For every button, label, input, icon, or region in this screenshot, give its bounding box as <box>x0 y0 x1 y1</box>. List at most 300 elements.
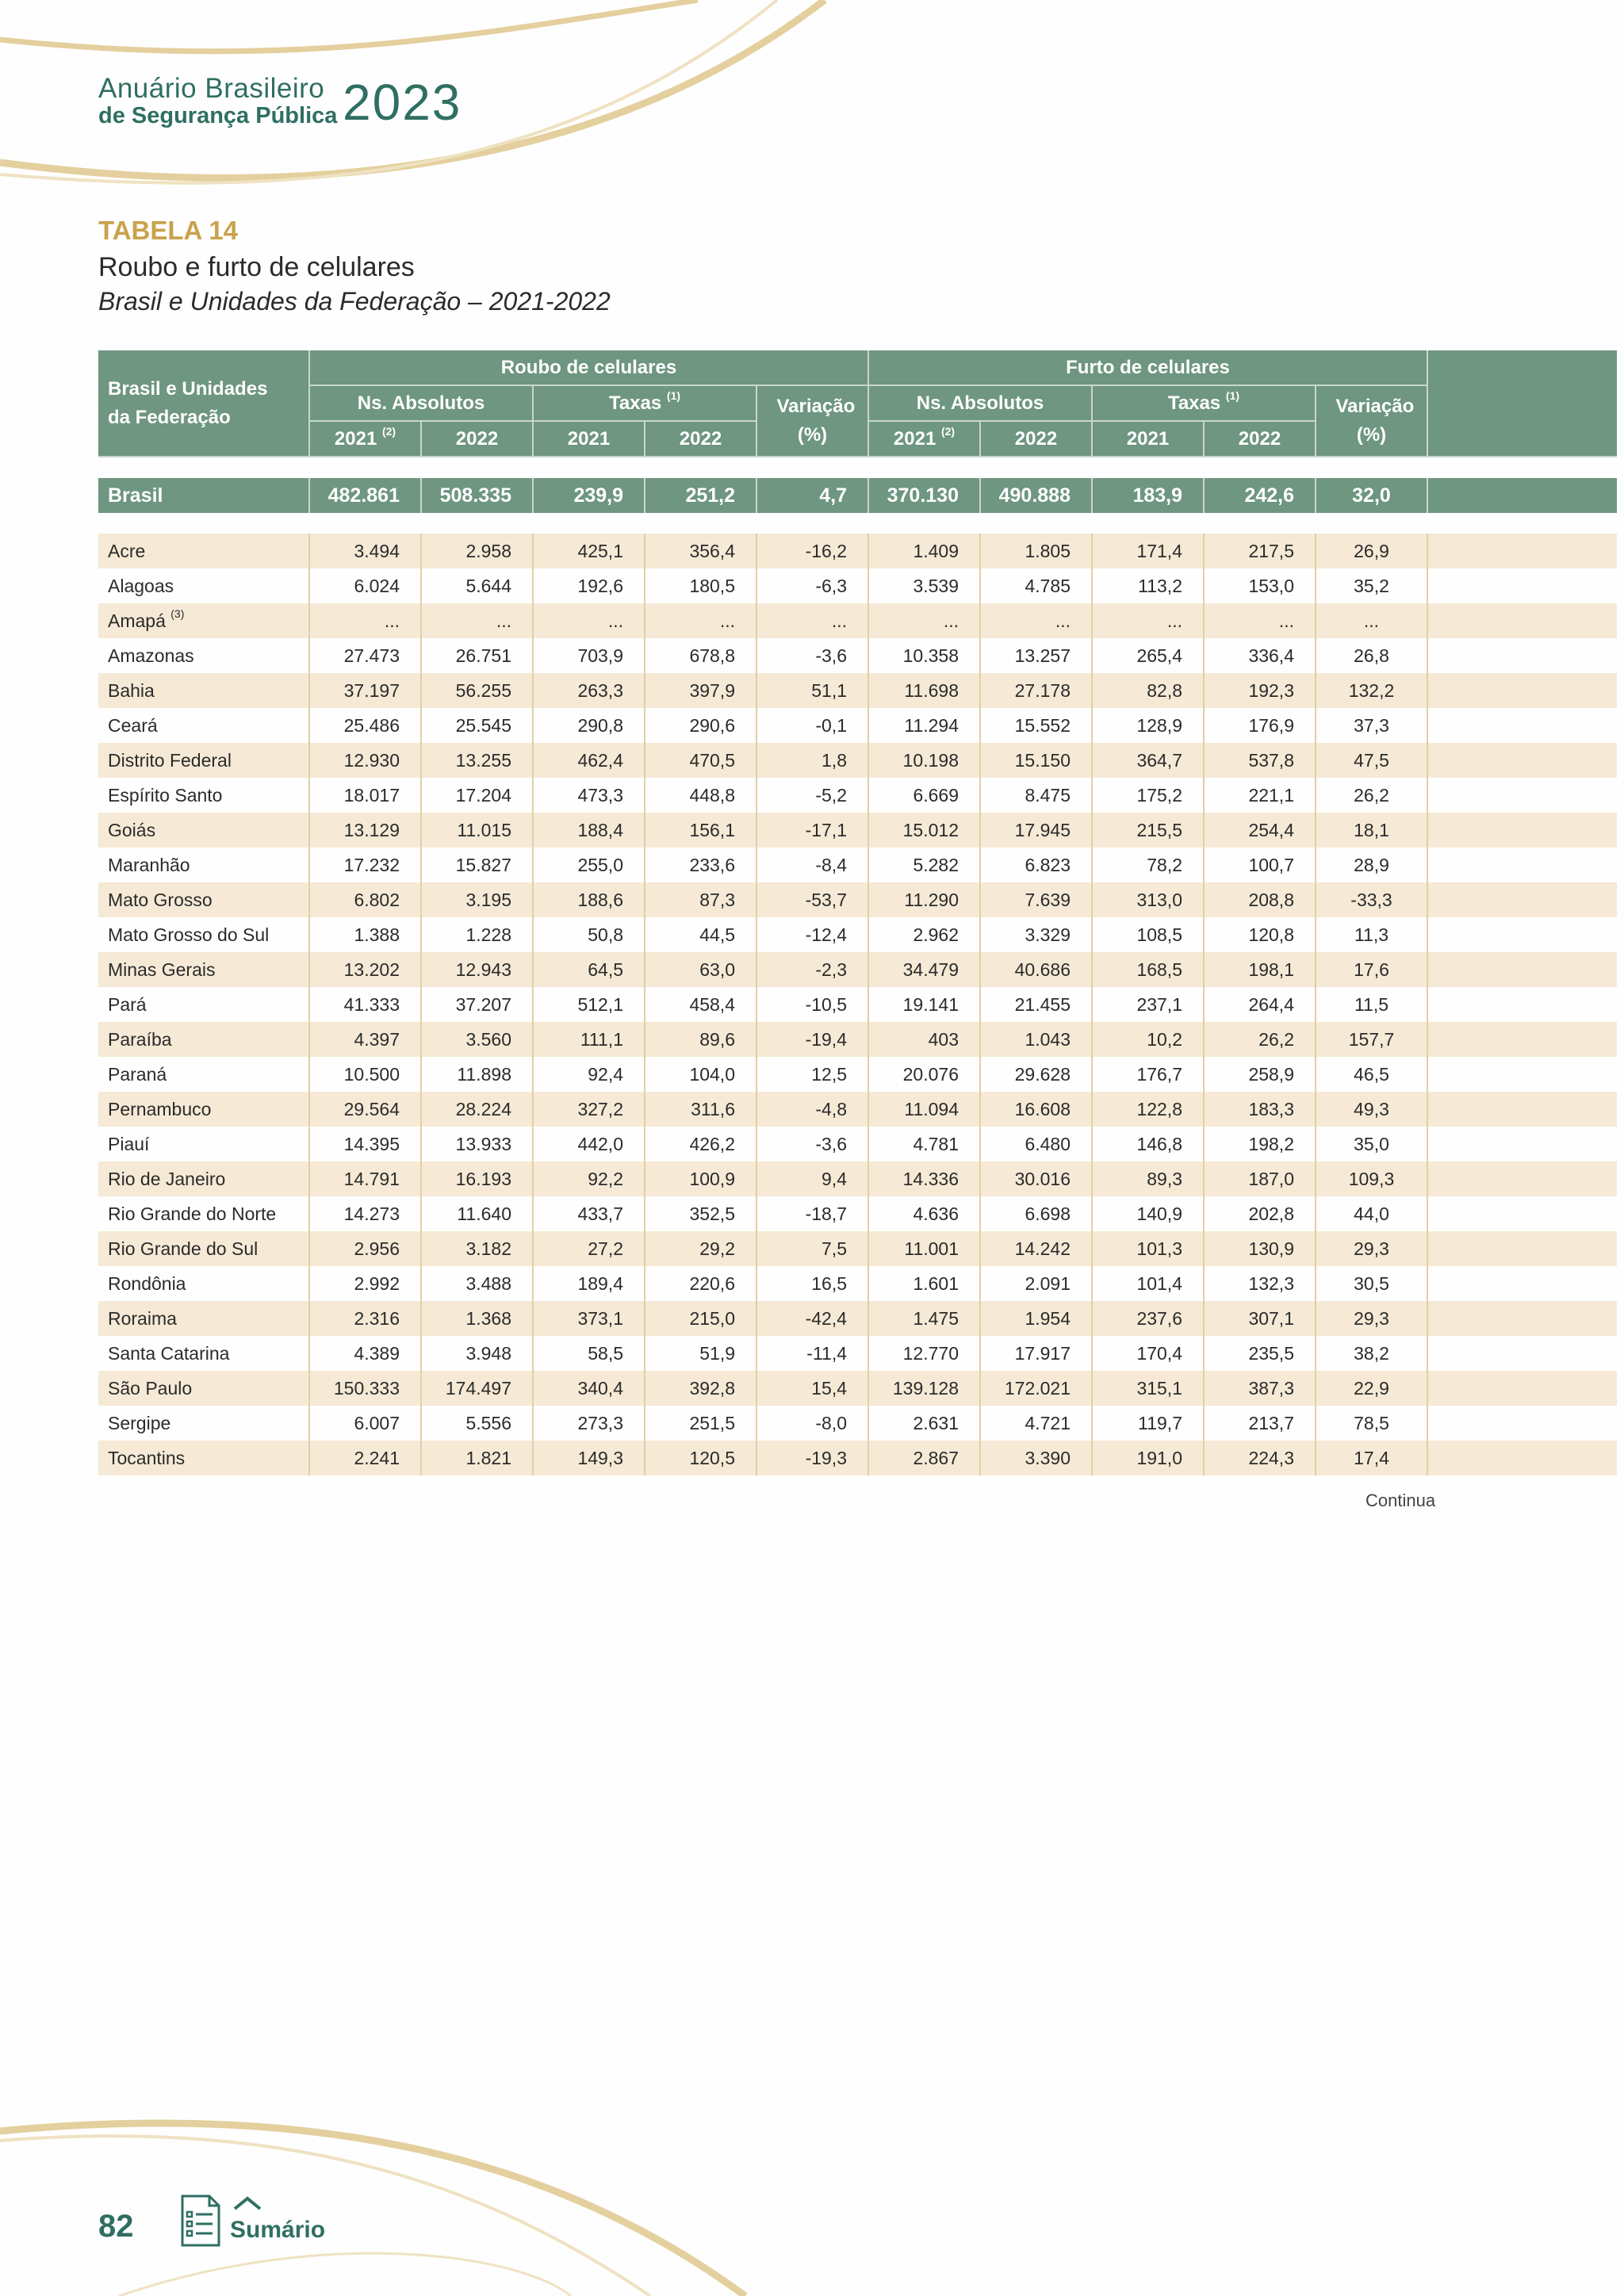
cell: 16.608 <box>980 1092 1092 1127</box>
cell: 251,5 <box>645 1406 756 1441</box>
row-name: Acre <box>98 534 309 568</box>
table-row-brasil <box>98 478 1617 513</box>
cell: 4.636 <box>868 1196 980 1231</box>
cell: 364,7 <box>1092 743 1204 778</box>
cell: 14.791 <box>309 1161 421 1196</box>
cell: 191,0 <box>1092 1441 1204 1475</box>
cell: 101,3 <box>1092 1231 1204 1266</box>
cell: 703,9 <box>533 638 645 673</box>
cell: 41.333 <box>309 987 421 1022</box>
table-row <box>98 1092 1617 1127</box>
cell: 11.290 <box>868 882 980 917</box>
cell: -11,4 <box>756 1336 868 1371</box>
cell: 263,3 <box>533 673 645 708</box>
chevron-up-icon[interactable] <box>232 2195 263 2212</box>
cell: 9,4 <box>756 1161 868 1196</box>
cell: ... <box>980 603 1092 638</box>
cell: 38,2 <box>1316 1336 1427 1371</box>
cell: 17.232 <box>309 848 421 882</box>
abs-header-furto: Ns. Absolutos <box>868 385 1092 421</box>
cell: 15,4 <box>756 1371 868 1406</box>
table-row <box>98 1266 1617 1301</box>
cell: 113,2 <box>1092 568 1204 603</box>
page-number: 82 <box>98 2209 134 2244</box>
row-filler <box>1427 917 1617 952</box>
cell: 29.628 <box>980 1057 1092 1092</box>
cell: 63,0 <box>645 952 756 987</box>
cell: 28.224 <box>421 1092 533 1127</box>
cell: 17,6 <box>1316 952 1427 987</box>
cell: -16,2 <box>756 534 868 568</box>
cell: 89,6 <box>645 1022 756 1057</box>
cell: 26.751 <box>421 638 533 673</box>
cell: 11.294 <box>868 708 980 743</box>
sumario-link[interactable]: Sumário <box>230 2217 326 2243</box>
table-row <box>98 1371 1617 1406</box>
cell: -2,3 <box>756 952 868 987</box>
cell: 1.368 <box>421 1301 533 1336</box>
row-header: Brasil e Unidades da Federação <box>98 350 309 457</box>
cell: 10.358 <box>868 638 980 673</box>
cell: 239,9 <box>533 478 645 513</box>
cell: 327,2 <box>533 1092 645 1127</box>
cell: 11.001 <box>868 1231 980 1266</box>
cell: 13.933 <box>421 1127 533 1161</box>
cell: ... <box>421 603 533 638</box>
cell: 11,5 <box>1316 987 1427 1022</box>
cell: 2.316 <box>309 1301 421 1336</box>
cell: 16,5 <box>756 1266 868 1301</box>
cell: 1.228 <box>421 917 533 952</box>
row-name: Tocantins <box>98 1441 309 1475</box>
table-row <box>98 1196 1617 1231</box>
cell: 46,5 <box>1316 1057 1427 1092</box>
cell: 3.488 <box>421 1266 533 1301</box>
cell: 188,6 <box>533 882 645 917</box>
cell: ... <box>1092 603 1204 638</box>
cell: ... <box>756 603 868 638</box>
table-row <box>98 1336 1617 1371</box>
cell: 336,4 <box>1204 638 1316 673</box>
cell: 29,2 <box>645 1231 756 1266</box>
cell: 6.802 <box>309 882 421 917</box>
cell: 29.564 <box>309 1092 421 1127</box>
row-filler <box>1427 848 1617 882</box>
cell: 51,1 <box>756 673 868 708</box>
variacao-header-furto: Variação (%) <box>1316 385 1427 457</box>
table-row <box>98 1441 1617 1475</box>
cell: 215,0 <box>645 1301 756 1336</box>
cell: 315,1 <box>1092 1371 1204 1406</box>
table-row <box>98 952 1617 987</box>
row-name: Mato Grosso do Sul <box>98 917 309 952</box>
cell: 213,7 <box>1204 1406 1316 1441</box>
cell: 50,8 <box>533 917 645 952</box>
cell: 171,4 <box>1092 534 1204 568</box>
cell: 15.012 <box>868 813 980 848</box>
cell: 4.397 <box>309 1022 421 1057</box>
row-filler <box>1427 1231 1617 1266</box>
cell: 29,3 <box>1316 1301 1427 1336</box>
cell: 392,8 <box>645 1371 756 1406</box>
cell: -5,2 <box>756 778 868 813</box>
table-row <box>98 568 1617 603</box>
cell: 17.917 <box>980 1336 1092 1371</box>
cell: 678,8 <box>645 638 756 673</box>
cell: 149,3 <box>533 1441 645 1475</box>
cell: 130,9 <box>1204 1231 1316 1266</box>
cell: 19.141 <box>868 987 980 1022</box>
row-name: Goiás <box>98 813 309 848</box>
cell: 490.888 <box>980 478 1092 513</box>
cell: 221,1 <box>1204 778 1316 813</box>
cell: 37.197 <box>309 673 421 708</box>
cell: 473,3 <box>533 778 645 813</box>
cell: -53,7 <box>756 882 868 917</box>
table-subtitle: Brasil e Unidades da Federação – 2021-2022 <box>98 287 611 316</box>
cell: 78,2 <box>1092 848 1204 882</box>
cell: 92,2 <box>533 1161 645 1196</box>
cell: 18.017 <box>309 778 421 813</box>
row-filler <box>1427 1022 1617 1057</box>
cell: 176,7 <box>1092 1057 1204 1092</box>
row-name: São Paulo <box>98 1371 309 1406</box>
cell: 7.639 <box>980 882 1092 917</box>
cell: 258,9 <box>1204 1057 1316 1092</box>
cell: 37,3 <box>1316 708 1427 743</box>
cell: 140,9 <box>1092 1196 1204 1231</box>
cell: 44,0 <box>1316 1196 1427 1231</box>
brand-line1: Anuário Brasileiro <box>98 73 325 104</box>
cell: 3.539 <box>868 568 980 603</box>
cell: 172.021 <box>980 1371 1092 1406</box>
cell: 4.785 <box>980 568 1092 603</box>
cell: 397,9 <box>645 673 756 708</box>
cell: -0,1 <box>756 708 868 743</box>
cell: 458,4 <box>645 987 756 1022</box>
cell: 6.669 <box>868 778 980 813</box>
cell: 104,0 <box>645 1057 756 1092</box>
row-filler <box>1427 673 1617 708</box>
cell: -19,3 <box>756 1441 868 1475</box>
cell: 470,5 <box>645 743 756 778</box>
cell: 174.497 <box>421 1371 533 1406</box>
row-filler <box>1427 1127 1617 1161</box>
cell: 254,4 <box>1204 813 1316 848</box>
table-row <box>98 603 1617 638</box>
row-name: Rio Grande do Sul <box>98 1231 309 1266</box>
cell: 13.129 <box>309 813 421 848</box>
cell: 2.091 <box>980 1266 1092 1301</box>
cell: 224,3 <box>1204 1441 1316 1475</box>
row-filler <box>1427 882 1617 917</box>
cell: 1.409 <box>868 534 980 568</box>
cell: -6,3 <box>756 568 868 603</box>
cell: 15.827 <box>421 848 533 882</box>
cell: 17.204 <box>421 778 533 813</box>
cell: 5.556 <box>421 1406 533 1441</box>
group-header-furto: Furto de celulares <box>868 350 1427 385</box>
row-name: Ceará <box>98 708 309 743</box>
taxas-header-furto: Taxas $^{(1)}$ <box>1092 385 1316 421</box>
cell: 3.560 <box>421 1022 533 1057</box>
header-filler <box>1427 350 1617 457</box>
cell: 2.241 <box>309 1441 421 1475</box>
cell: 3.195 <box>421 882 533 917</box>
cell: 512,1 <box>533 987 645 1022</box>
table-row <box>98 708 1617 743</box>
cell: 537,8 <box>1204 743 1316 778</box>
cell: 17.945 <box>980 813 1092 848</box>
cell: 2.962 <box>868 917 980 952</box>
row-name: Espírito Santo <box>98 778 309 813</box>
cell: 109,3 <box>1316 1161 1427 1196</box>
cell: 1.601 <box>868 1266 980 1301</box>
cell: 307,1 <box>1204 1301 1316 1336</box>
row-filler <box>1427 1406 1617 1441</box>
row-name: Amazonas <box>98 638 309 673</box>
cell: 448,8 <box>645 778 756 813</box>
cell: 78,5 <box>1316 1406 1427 1441</box>
cell: 13.257 <box>980 638 1092 673</box>
cell: 2.992 <box>309 1266 421 1301</box>
table-row <box>98 638 1617 673</box>
cell: 176,9 <box>1204 708 1316 743</box>
cell: 189,4 <box>533 1266 645 1301</box>
table-row <box>98 534 1617 568</box>
cell: 139.128 <box>868 1371 980 1406</box>
cell: 6.698 <box>980 1196 1092 1231</box>
cell: ... <box>1316 603 1427 638</box>
cell: -33,3 <box>1316 882 1427 917</box>
cell: 4.721 <box>980 1406 1092 1441</box>
cell: 1.388 <box>309 917 421 952</box>
cell: 264,4 <box>1204 987 1316 1022</box>
cell: 27.178 <box>980 673 1092 708</box>
cell: 3.948 <box>421 1336 533 1371</box>
cell: 44,5 <box>645 917 756 952</box>
cell: 2.631 <box>868 1406 980 1441</box>
cell: 251,2 <box>645 478 756 513</box>
cell: 198,1 <box>1204 952 1316 987</box>
cell: 356,4 <box>645 534 756 568</box>
row-filler <box>1427 952 1617 987</box>
table-row <box>98 917 1617 952</box>
year-2022-roubo-abs: 2022 <box>421 421 533 457</box>
cell: 202,8 <box>1204 1196 1316 1231</box>
cell: 120,5 <box>645 1441 756 1475</box>
cell: 426,2 <box>645 1127 756 1161</box>
cell: 1.043 <box>980 1022 1092 1057</box>
cell: 128,9 <box>1092 708 1204 743</box>
cell: 100,7 <box>1204 848 1316 882</box>
cell: 14.242 <box>980 1231 1092 1266</box>
cell: 3.390 <box>980 1441 1092 1475</box>
cell: 11,3 <box>1316 917 1427 952</box>
row-filler <box>1427 1441 1617 1475</box>
row-filler <box>1427 778 1617 813</box>
brand-line2: de Segurança Pública <box>98 103 338 128</box>
cell: 22,9 <box>1316 1371 1427 1406</box>
cell: 433,7 <box>533 1196 645 1231</box>
cell: -8,0 <box>756 1406 868 1441</box>
cell: 208,8 <box>1204 882 1316 917</box>
row-name: Sergipe <box>98 1406 309 1441</box>
cell: 170,4 <box>1092 1336 1204 1371</box>
cell: 6.007 <box>309 1406 421 1441</box>
cell: -4,8 <box>756 1092 868 1127</box>
cell: 10,2 <box>1092 1022 1204 1057</box>
cell: 1.821 <box>421 1441 533 1475</box>
table-row <box>98 1231 1617 1266</box>
row-name: Pernambuco <box>98 1092 309 1127</box>
cell: 352,5 <box>645 1196 756 1231</box>
cell: 146,8 <box>1092 1127 1204 1161</box>
cell: 462,4 <box>533 743 645 778</box>
cell: 5.282 <box>868 848 980 882</box>
cell: 2.958 <box>421 534 533 568</box>
cell: 10.500 <box>309 1057 421 1092</box>
year-2022-furto-abs: 2022 <box>980 421 1092 457</box>
cell: 1.954 <box>980 1301 1092 1336</box>
cell: 373,1 <box>533 1301 645 1336</box>
cell: 14.336 <box>868 1161 980 1196</box>
cell: 26,2 <box>1316 778 1427 813</box>
row-filler <box>1427 1196 1617 1231</box>
cell: 12.943 <box>421 952 533 987</box>
cell: 6.823 <box>980 848 1092 882</box>
cell: 122,8 <box>1092 1092 1204 1127</box>
cell: 12.770 <box>868 1336 980 1371</box>
cell: 273,3 <box>533 1406 645 1441</box>
cell: 4,7 <box>756 478 868 513</box>
cell: 82,8 <box>1092 673 1204 708</box>
table-row <box>98 813 1617 848</box>
row-name: Brasil <box>98 478 309 513</box>
cell: 35,2 <box>1316 568 1427 603</box>
row-filler <box>1427 1057 1617 1092</box>
cell: 482.861 <box>309 478 421 513</box>
cell: -8,4 <box>756 848 868 882</box>
cell: 2.956 <box>309 1231 421 1266</box>
cell: 237,6 <box>1092 1301 1204 1336</box>
cell: 157,7 <box>1316 1022 1427 1057</box>
cell: 425,1 <box>533 534 645 568</box>
row-filler <box>1427 1301 1617 1336</box>
cell: 27.473 <box>309 638 421 673</box>
row-filler <box>1427 478 1617 513</box>
table-row <box>98 1406 1617 1441</box>
row-name: Amapá $^{(3)}$ <box>98 603 309 638</box>
row-name: Distrito Federal <box>98 743 309 778</box>
group-header-roubo: Roubo de celulares <box>309 350 868 385</box>
cell: 14.273 <box>309 1196 421 1231</box>
table-row <box>98 673 1617 708</box>
cell: 15.552 <box>980 708 1092 743</box>
row-name: Pará <box>98 987 309 1022</box>
abs-header-roubo: Ns. Absolutos <box>309 385 533 421</box>
cell: 3.182 <box>421 1231 533 1266</box>
cell: 6.024 <box>309 568 421 603</box>
cell: 26,9 <box>1316 534 1427 568</box>
cell: ... <box>645 603 756 638</box>
row-filler <box>1427 1266 1617 1301</box>
cell: 220,6 <box>645 1266 756 1301</box>
cell: 2.867 <box>868 1441 980 1475</box>
row-filler <box>1427 534 1617 568</box>
cell: 18,1 <box>1316 813 1427 848</box>
cell: 11.898 <box>421 1057 533 1092</box>
cell: 175,2 <box>1092 778 1204 813</box>
cell: 40.686 <box>980 952 1092 987</box>
cell: 217,5 <box>1204 534 1316 568</box>
year-2021-furto-taxa: 2021 <box>1092 421 1204 457</box>
cell: -17,1 <box>756 813 868 848</box>
cell: 183,9 <box>1092 478 1204 513</box>
table-row <box>98 1161 1617 1196</box>
cell: 101,4 <box>1092 1266 1204 1301</box>
cell: 11.094 <box>868 1092 980 1127</box>
variacao-header-roubo: Variação (%) <box>756 385 868 457</box>
year-2021-roubo-taxa: 2021 <box>533 421 645 457</box>
row-name: Roraima <box>98 1301 309 1336</box>
cell: 30,5 <box>1316 1266 1427 1301</box>
continua-label: Continua <box>1365 1490 1436 1510</box>
row-name: Rondônia <box>98 1266 309 1301</box>
cell: 235,5 <box>1204 1336 1316 1371</box>
cell: 215,5 <box>1092 813 1204 848</box>
row-name: Bahia <box>98 673 309 708</box>
row-name: Minas Gerais <box>98 952 309 987</box>
cell: 17,4 <box>1316 1441 1427 1475</box>
table-title: Roubo e furto de celulares <box>98 252 415 282</box>
cell: 387,3 <box>1204 1371 1316 1406</box>
cell: 20.076 <box>868 1057 980 1092</box>
table-row <box>98 1022 1617 1057</box>
cell: 3.494 <box>309 534 421 568</box>
cell: 13.255 <box>421 743 533 778</box>
cell: 27,2 <box>533 1231 645 1266</box>
year-2021-furto-abs: 2021 $^{(2)}$ <box>868 421 980 457</box>
row-filler <box>1427 813 1617 848</box>
row-filler <box>1427 1371 1617 1406</box>
cell: 237,1 <box>1092 987 1204 1022</box>
row-name: Maranhão <box>98 848 309 882</box>
cell: ... <box>533 603 645 638</box>
cell: 242,6 <box>1204 478 1316 513</box>
cell: 5.644 <box>421 568 533 603</box>
taxas-header-roubo: Taxas $^{(1)}$ <box>533 385 756 421</box>
brand-year: 2023 <box>343 74 462 131</box>
table-row <box>98 778 1617 813</box>
cell: 37.207 <box>421 987 533 1022</box>
cell: 25.545 <box>421 708 533 743</box>
cell: ... <box>309 603 421 638</box>
table-row <box>98 743 1617 778</box>
cell: 192,3 <box>1204 673 1316 708</box>
cell: 100,9 <box>645 1161 756 1196</box>
cell: 290,8 <box>533 708 645 743</box>
cell: -10,5 <box>756 987 868 1022</box>
row-name: Santa Catarina <box>98 1336 309 1371</box>
document-list-icon[interactable] <box>179 2195 222 2248</box>
table-label: TABELA 14 <box>98 216 239 245</box>
year-2022-roubo-taxa: 2022 <box>645 421 756 457</box>
cell: 29,3 <box>1316 1231 1427 1266</box>
cell: 35,0 <box>1316 1127 1427 1161</box>
cell: 183,3 <box>1204 1092 1316 1127</box>
cell: 156,1 <box>645 813 756 848</box>
